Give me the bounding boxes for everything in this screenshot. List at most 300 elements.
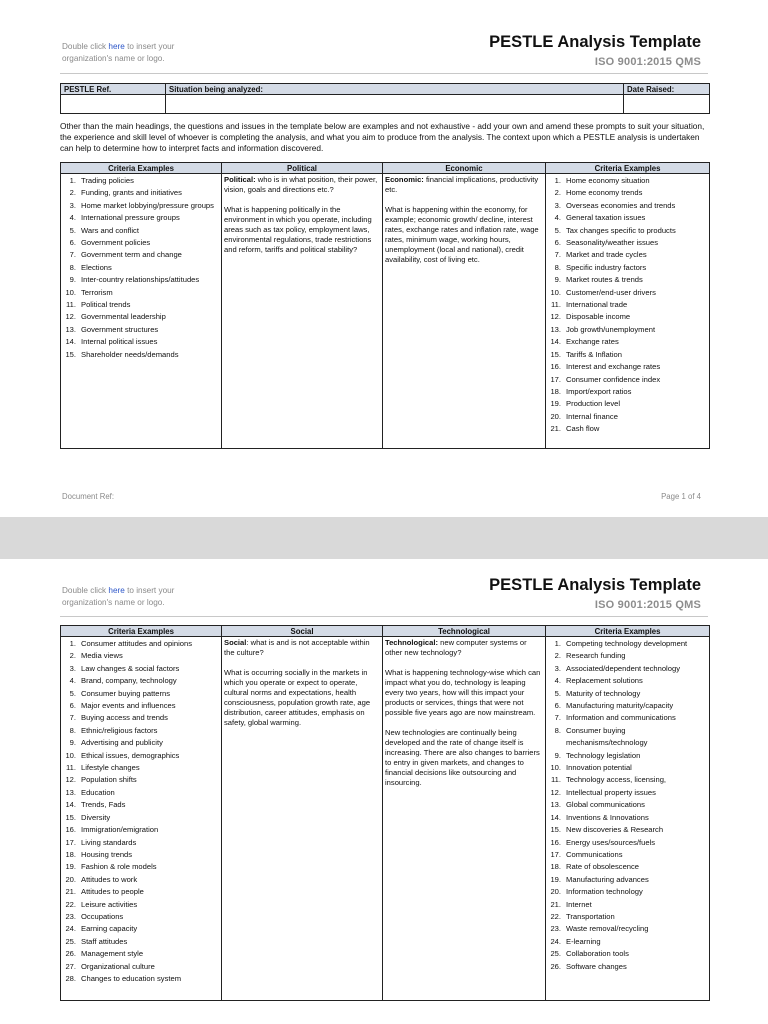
criteria-text: Governmental leadership xyxy=(81,312,166,322)
criteria-number: 22. xyxy=(65,899,76,909)
criteria-number: 21. xyxy=(550,424,561,434)
criteria-text: Earning capacity xyxy=(81,924,138,934)
criteria-text: Buying access and trends xyxy=(81,713,168,723)
criteria-item xyxy=(63,874,219,886)
criteria-item xyxy=(63,899,219,911)
political-prompt-cell[interactable] xyxy=(222,174,383,449)
criteria-item xyxy=(63,936,219,948)
political-question: who is in what position, their power, vision, goals and directions etc.? xyxy=(224,175,378,194)
criteria-text: Information technology xyxy=(566,887,643,897)
criteria-text: Production level xyxy=(566,399,621,409)
criteria-item xyxy=(548,398,707,410)
criteria-item xyxy=(63,923,219,935)
criteria-text: Cash flow xyxy=(566,424,600,434)
criteria-item xyxy=(63,638,219,650)
criteria-item xyxy=(548,411,707,423)
criteria-number: 3. xyxy=(69,663,76,673)
pestle-grid-social-technological xyxy=(60,625,710,1001)
criteria-text: Associated/dependent technology xyxy=(566,663,680,673)
criteria-text: Trading policies xyxy=(81,176,134,185)
criteria-item xyxy=(63,688,219,700)
document-title: PESTLE Analysis Template xyxy=(489,576,701,594)
criteria-text: Disposable income xyxy=(566,312,631,322)
criteria-item xyxy=(63,762,219,774)
criteria-number: 15. xyxy=(65,812,76,822)
criteria-number: 1. xyxy=(554,176,561,185)
criteria-text: Major events and influences xyxy=(81,701,176,711)
logo-suffix-text: to insert your organization's name or logo. xyxy=(62,586,175,607)
criteria-examples-header-left: Criteria Examples xyxy=(61,626,222,637)
criteria-number: 21. xyxy=(65,887,76,897)
criteria-number: 11. xyxy=(551,300,561,310)
criteria-text: Internet xyxy=(566,899,592,909)
criteria-item xyxy=(548,700,707,712)
criteria-text: Consumer buying patterns xyxy=(81,688,171,698)
criteria-item xyxy=(548,287,707,299)
criteria-number: 6. xyxy=(554,238,561,248)
criteria-number: 11. xyxy=(66,300,76,310)
criteria-item xyxy=(548,299,707,311)
criteria-text: Media views xyxy=(81,651,123,661)
criteria-text: Maturity of technology xyxy=(566,688,641,698)
criteria-item xyxy=(63,774,219,786)
political-description: What is happening politically in the environment in which you operate, including areas such as tax policy, employment laws, environmental regulations, trade restrictions and reform, tariffs and political stability? xyxy=(224,205,372,254)
criteria-item xyxy=(63,911,219,923)
criteria-examples-header-left: Criteria Examples xyxy=(61,163,222,174)
criteria-item xyxy=(63,262,219,274)
criteria-item xyxy=(63,311,219,323)
criteria-text: Government structures xyxy=(81,324,159,334)
criteria-number: 2. xyxy=(554,651,561,661)
criteria-text: Information and communications xyxy=(566,713,676,723)
criteria-item xyxy=(63,750,219,762)
criteria-number: 11. xyxy=(66,763,76,773)
criteria-item xyxy=(63,737,219,749)
criteria-text: Diversity xyxy=(81,812,111,822)
criteria-item xyxy=(63,787,219,799)
criteria-number: 12. xyxy=(65,775,76,785)
criteria-number: 19. xyxy=(65,862,76,872)
criteria-item xyxy=(63,175,219,187)
criteria-item xyxy=(548,262,707,274)
criteria-text: Ethnic/religious factors xyxy=(81,725,158,735)
criteria-text: Internal finance xyxy=(566,411,618,421)
criteria-number: 18. xyxy=(550,386,561,396)
criteria-text: Research funding xyxy=(566,651,626,661)
criteria-item xyxy=(63,812,219,824)
social-criteria-list xyxy=(63,638,219,985)
criteria-text: Occupations xyxy=(81,911,124,921)
criteria-text: Market and trade cycles xyxy=(566,250,647,260)
criteria-number: 4. xyxy=(69,676,76,686)
criteria-number: 10. xyxy=(65,287,76,297)
criteria-text: Consumer attitudes and opinions xyxy=(81,639,193,648)
social-criteria-cell xyxy=(61,637,222,1001)
criteria-number: 13. xyxy=(550,800,561,810)
criteria-text: Fashion & role models xyxy=(81,862,157,872)
criteria-item xyxy=(548,762,707,774)
criteria-item xyxy=(548,187,707,199)
criteria-text: Government term and change xyxy=(81,250,182,260)
technological-criteria-list xyxy=(548,638,707,973)
intro-paragraph: Other than the main headings, the questions and issues in the template below are examples and not exhaustive - add your own and amend these prompts to suit your situation, the experience and skill level of whoever is completing the analysis, and what you aim to produce from the analysis. The context upon which a PESTLE analysis is undertaken can help to determine how to interpret facts and information discovered. xyxy=(60,121,705,153)
criteria-item xyxy=(63,675,219,687)
criteria-item xyxy=(63,650,219,662)
criteria-text: Leisure activities xyxy=(81,899,138,909)
criteria-item xyxy=(548,336,707,348)
criteria-text: Communications xyxy=(566,849,623,859)
criteria-text: Customer/end-user drivers xyxy=(566,287,656,297)
criteria-number: 17. xyxy=(550,849,561,859)
criteria-number: 23. xyxy=(550,924,561,934)
criteria-number: 20. xyxy=(65,874,76,884)
pestle-grid-political-economic xyxy=(60,162,710,449)
criteria-number: 15. xyxy=(550,825,561,835)
criteria-number: 8. xyxy=(554,262,561,272)
political-criteria-cell xyxy=(61,174,222,449)
criteria-text: Government policies xyxy=(81,238,151,248)
criteria-number: 7. xyxy=(69,250,76,260)
criteria-text: Innovation potential xyxy=(566,763,632,773)
criteria-item xyxy=(63,948,219,960)
criteria-text: Internal political issues xyxy=(81,337,158,347)
criteria-item xyxy=(548,200,707,212)
criteria-text: Software changes xyxy=(566,961,627,971)
criteria-item xyxy=(548,324,707,336)
criteria-number: 6. xyxy=(554,701,561,711)
criteria-examples-header-right: Criteria Examples xyxy=(546,163,710,174)
criteria-number: 13. xyxy=(550,324,561,334)
criteria-number: 23. xyxy=(65,911,76,921)
document-subtitle: ISO 9001:2015 QMS xyxy=(594,599,701,611)
document-page-2 xyxy=(0,559,768,1024)
criteria-item xyxy=(63,225,219,237)
social-prompt-cell[interactable] xyxy=(222,637,383,1001)
criteria-number: 5. xyxy=(554,225,561,235)
criteria-number: 10. xyxy=(550,763,561,773)
criteria-item xyxy=(548,638,707,650)
criteria-number: 28. xyxy=(65,973,76,983)
document-subtitle: ISO 9001:2015 QMS xyxy=(594,56,701,68)
technological-criteria-cell xyxy=(546,637,710,1001)
criteria-number: 24. xyxy=(65,924,76,934)
criteria-item xyxy=(548,948,707,960)
technological-description: What is happening technology-wise which can impact what you do, technology is leaping every two years, how will this impact your products or services, things that were not possible five years ago are now mainstream. xyxy=(385,668,541,717)
criteria-text: New discoveries & Research xyxy=(566,825,664,835)
criteria-number: 15. xyxy=(65,349,76,359)
criteria-text: Home economy trends xyxy=(566,188,643,198)
criteria-text: Wars and conflict xyxy=(81,225,139,235)
criteria-item xyxy=(63,861,219,873)
criteria-item xyxy=(63,837,219,849)
document-title: PESTLE Analysis Template xyxy=(489,33,701,51)
criteria-number: 4. xyxy=(554,213,561,223)
economic-question: financial implications, productivity etc. xyxy=(385,175,539,194)
criteria-item xyxy=(63,700,219,712)
pestle-ref-field[interactable] xyxy=(61,95,166,114)
criteria-text: Tax changes specific to products xyxy=(566,225,676,235)
criteria-text: Housing trends xyxy=(81,849,133,859)
criteria-number: 10. xyxy=(65,750,76,760)
economic-label: Economic: xyxy=(385,175,424,184)
criteria-text: Law changes & social factors xyxy=(81,663,180,673)
criteria-number: 14. xyxy=(65,800,76,810)
criteria-item xyxy=(548,675,707,687)
criteria-text: Inventions & Innovations xyxy=(566,812,649,822)
criteria-text: Manufacturing advances xyxy=(566,874,649,884)
criteria-text: Competing technology development xyxy=(566,639,688,648)
criteria-item xyxy=(548,911,707,923)
header-divider xyxy=(60,616,708,617)
technological-label: Technological: xyxy=(385,638,439,647)
criteria-text: Exchange rates xyxy=(566,337,619,347)
criteria-number: 6. xyxy=(69,238,76,248)
social-header: Social xyxy=(222,626,383,637)
criteria-item xyxy=(548,899,707,911)
criteria-item xyxy=(63,973,219,985)
criteria-item xyxy=(548,712,707,724)
criteria-text: Changes to education system xyxy=(81,973,182,983)
economic-description: What is happening within the economy, for example; economic growth/ decline, interest rates, exchange rates and inflation rate, wage rates, minimum wage, working hours, unemployment (local and national), credit availability, cost of living etc. xyxy=(385,205,539,264)
criteria-text: Energy uses/sources/fuels xyxy=(566,837,656,847)
criteria-item xyxy=(548,874,707,886)
criteria-item xyxy=(548,212,707,224)
document-ref: Document Ref: xyxy=(62,492,115,501)
technological-question: new computer systems or other new technology? xyxy=(385,638,527,657)
criteria-number: 3. xyxy=(554,663,561,673)
criteria-item xyxy=(63,349,219,361)
criteria-item xyxy=(548,861,707,873)
criteria-number: 7. xyxy=(69,713,76,723)
social-label: Social xyxy=(224,638,247,647)
criteria-number: 27. xyxy=(65,961,76,971)
criteria-text: General taxation issues xyxy=(566,213,646,223)
criteria-number: 10. xyxy=(550,287,561,297)
criteria-item xyxy=(548,274,707,286)
criteria-number: 1. xyxy=(69,639,76,648)
criteria-number: 19. xyxy=(550,399,561,409)
criteria-item xyxy=(548,787,707,799)
economic-prompt-cell[interactable] xyxy=(383,174,546,449)
criteria-text: Interest and exchange rates xyxy=(566,362,661,372)
situation-field[interactable] xyxy=(166,95,624,114)
criteria-text: Elections xyxy=(81,262,112,272)
criteria-number: 13. xyxy=(65,324,76,334)
criteria-item xyxy=(548,849,707,861)
criteria-number: 25. xyxy=(550,949,561,959)
criteria-text: Organizational culture xyxy=(81,961,155,971)
criteria-number: 18. xyxy=(550,862,561,872)
criteria-number: 14. xyxy=(550,812,561,822)
criteria-text: Brand, company, technology xyxy=(81,676,177,686)
criteria-text: Terrorism xyxy=(81,287,113,297)
criteria-item xyxy=(548,725,707,750)
criteria-text: Import/export ratios xyxy=(566,386,632,396)
technological-header: Technological xyxy=(383,626,546,637)
criteria-text: Inter-country relationships/attitudes xyxy=(81,275,200,285)
criteria-item xyxy=(548,663,707,675)
criteria-number: 15. xyxy=(550,349,561,359)
criteria-item xyxy=(548,886,707,898)
criteria-number: 12. xyxy=(65,312,76,322)
criteria-item xyxy=(548,824,707,836)
criteria-text: Ethical issues, demographics xyxy=(81,750,180,760)
political-label: Political: xyxy=(224,175,256,184)
criteria-item xyxy=(548,799,707,811)
logo-suffix-text: to insert your organization's name or logo. xyxy=(62,42,175,63)
criteria-text: Technology legislation xyxy=(566,750,641,760)
criteria-number: 2. xyxy=(554,188,561,198)
criteria-item xyxy=(63,725,219,737)
criteria-item xyxy=(548,423,707,435)
criteria-number: 12. xyxy=(550,787,561,797)
header-divider xyxy=(60,73,708,74)
social-question: : what is and is not acceptable within the culture? xyxy=(224,638,370,657)
criteria-text: Staff attitudes xyxy=(81,936,128,946)
criteria-number: 5. xyxy=(554,688,561,698)
criteria-number: 25. xyxy=(65,936,76,946)
criteria-item xyxy=(63,849,219,861)
criteria-item xyxy=(548,311,707,323)
page-number: Page 1 of 4 xyxy=(661,492,701,501)
criteria-number: 20. xyxy=(550,887,561,897)
criteria-text: Specific industry factors xyxy=(566,262,647,272)
criteria-number: 9. xyxy=(69,275,76,285)
criteria-item xyxy=(63,212,219,224)
criteria-item xyxy=(63,274,219,286)
criteria-number: 9. xyxy=(69,738,76,748)
criteria-number: 2. xyxy=(69,651,76,661)
economic-criteria-list xyxy=(548,175,707,436)
criteria-number: 7. xyxy=(554,250,561,260)
criteria-number: 24. xyxy=(550,936,561,946)
criteria-item xyxy=(63,712,219,724)
criteria-number: 26. xyxy=(550,961,561,971)
criteria-number: 12. xyxy=(550,312,561,322)
criteria-text: Political trends xyxy=(81,300,131,310)
criteria-text: Attitudes to people xyxy=(81,887,144,897)
criteria-number: 1. xyxy=(69,176,76,185)
criteria-number: 5. xyxy=(69,225,76,235)
criteria-item xyxy=(63,237,219,249)
criteria-text: Transportation xyxy=(566,911,615,921)
criteria-item xyxy=(548,237,707,249)
criteria-number: 6. xyxy=(69,701,76,711)
criteria-item xyxy=(548,837,707,849)
technological-change-note: New technologies are continually being developed and the rate of change itself is increasing. There are also changes to barriers to entry in given markets, and changes to financial decisions like outsourcing and insourcing. xyxy=(385,728,540,787)
criteria-item xyxy=(548,774,707,786)
criteria-text: Consumer buying mechanisms/technology xyxy=(566,725,648,748)
social-description: What is occurring socially in the markets in which you operate or expect to operate, cultural norms and expectations, health consciousness, population growth rate, age distribution, career attitudes, emphasis on safety, global warming. xyxy=(224,668,371,727)
criteria-text: Lifestyle changes xyxy=(81,763,140,773)
criteria-text: Tariffs & Inflation xyxy=(566,349,622,359)
criteria-number: 13. xyxy=(65,787,76,797)
criteria-text: Living standards xyxy=(81,837,137,847)
date-raised-field[interactable] xyxy=(624,95,710,114)
criteria-number: 21. xyxy=(550,899,561,909)
logo-placeholder[interactable] xyxy=(62,41,222,64)
criteria-number: 3. xyxy=(554,200,561,210)
criteria-item xyxy=(548,225,707,237)
criteria-item xyxy=(548,812,707,824)
criteria-text: Job growth/unemployment xyxy=(566,324,656,334)
criteria-item xyxy=(63,187,219,199)
criteria-number: 9. xyxy=(554,275,561,285)
criteria-item xyxy=(63,824,219,836)
criteria-text: Trends, Fads xyxy=(81,800,126,810)
criteria-text: Attitudes to work xyxy=(81,874,138,884)
criteria-number: 17. xyxy=(550,374,561,384)
economic-criteria-cell xyxy=(546,174,710,449)
criteria-text: Global communications xyxy=(566,800,645,810)
criteria-number: 5. xyxy=(69,688,76,698)
criteria-item xyxy=(63,961,219,973)
criteria-text: Intellectual property issues xyxy=(566,787,656,797)
criteria-text: Market routes & trends xyxy=(566,275,643,285)
technological-prompt-cell[interactable] xyxy=(383,637,546,1001)
criteria-number: 19. xyxy=(550,874,561,884)
criteria-item xyxy=(548,650,707,662)
criteria-item xyxy=(548,249,707,261)
date-raised-header: Date Raised: xyxy=(624,84,710,95)
criteria-text: Management style xyxy=(81,949,144,959)
criteria-item xyxy=(548,349,707,361)
criteria-number: 2. xyxy=(69,188,76,198)
logo-insert-link[interactable]: here xyxy=(108,42,125,51)
logo-prefix-text: Double click xyxy=(62,42,109,51)
pestle-ref-header: PESTLE Ref. xyxy=(61,84,166,95)
political-criteria-list xyxy=(63,175,219,361)
logo-prefix-text: Double click xyxy=(62,586,109,595)
criteria-text: International trade xyxy=(566,300,628,310)
criteria-item xyxy=(548,386,707,398)
criteria-text: E-learning xyxy=(566,936,601,946)
criteria-number: 16. xyxy=(550,837,561,847)
criteria-number: 22. xyxy=(550,911,561,921)
criteria-item xyxy=(548,936,707,948)
criteria-number: 18. xyxy=(65,849,76,859)
criteria-number: 11. xyxy=(551,775,561,785)
criteria-text: Home market lobbying/pressure groups xyxy=(81,200,214,210)
criteria-item xyxy=(63,200,219,212)
criteria-number: 1. xyxy=(554,639,561,648)
logo-placeholder[interactable] xyxy=(62,585,222,608)
criteria-number: 4. xyxy=(554,676,561,686)
criteria-text: Consumer confidence index xyxy=(566,374,661,384)
criteria-item xyxy=(548,175,707,187)
criteria-text: Replacement solutions xyxy=(566,676,643,686)
reference-table xyxy=(60,83,710,114)
criteria-item xyxy=(548,361,707,373)
criteria-text: Education xyxy=(81,787,115,797)
political-header: Political xyxy=(222,163,383,174)
logo-insert-link[interactable]: here xyxy=(108,586,125,595)
criteria-text: Manufacturing maturity/capacity xyxy=(566,701,674,711)
criteria-number: 8. xyxy=(69,262,76,272)
criteria-text: International pressure groups xyxy=(81,213,180,223)
criteria-number: 26. xyxy=(65,949,76,959)
criteria-number: 20. xyxy=(550,411,561,421)
criteria-item xyxy=(548,374,707,386)
criteria-item xyxy=(548,961,707,973)
criteria-item xyxy=(63,299,219,311)
criteria-text: Shareholder needs/demands xyxy=(81,349,179,359)
criteria-number: 7. xyxy=(554,713,561,723)
criteria-text: Rate of obsolescence xyxy=(566,862,640,872)
criteria-number: 8. xyxy=(69,725,76,735)
criteria-text: Advertising and publicity xyxy=(81,738,163,748)
criteria-item xyxy=(63,336,219,348)
